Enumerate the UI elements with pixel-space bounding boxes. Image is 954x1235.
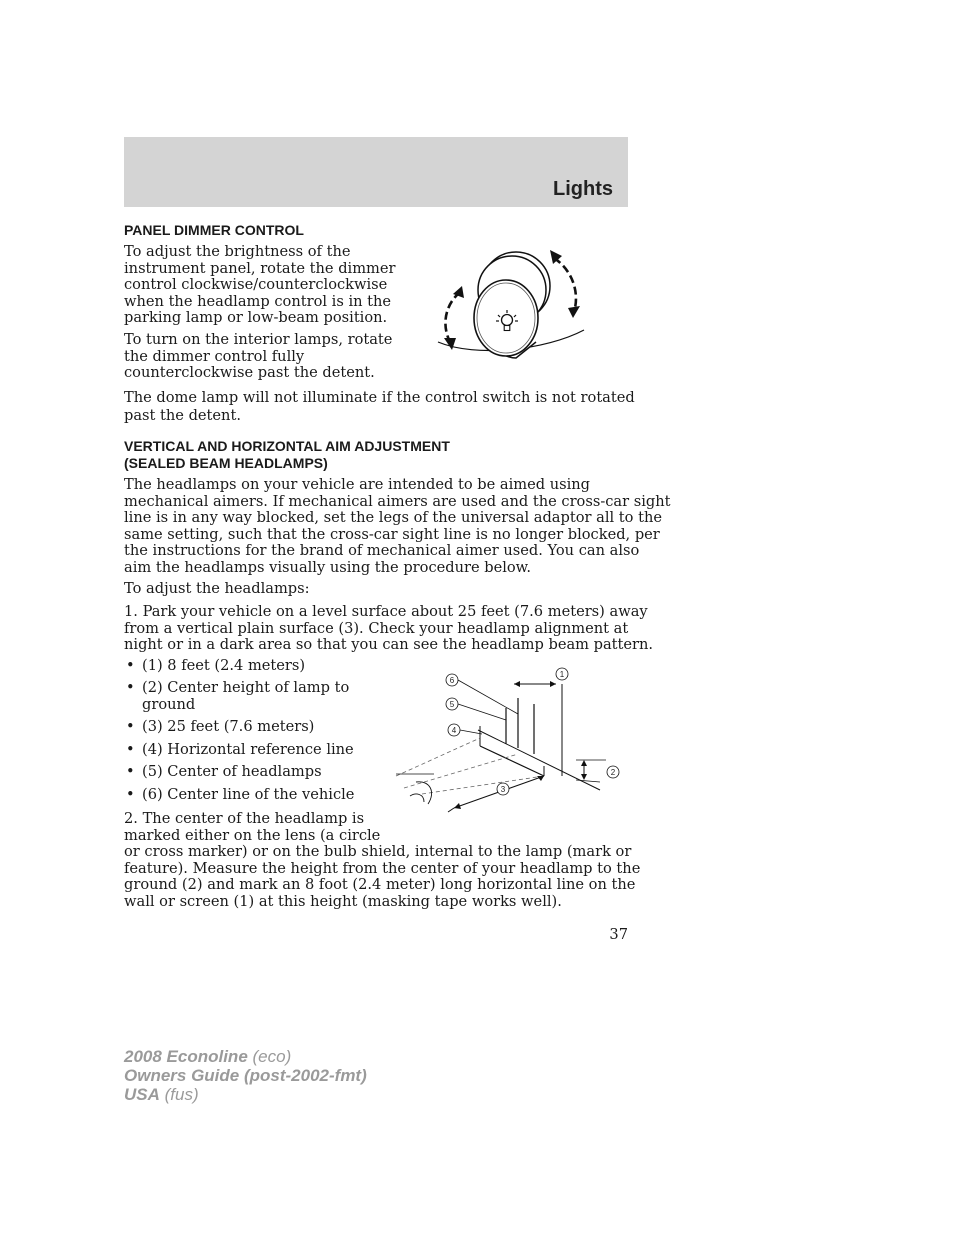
paragraph-interior-lamps: To turn on the interior lamps, rotate the dimmer control fully counterclockwise past the detent. [124, 331, 393, 382]
footer-line-guide: Owners Guide (post-2002-fmt) [124, 1066, 367, 1085]
callout-6 [446, 674, 458, 686]
callout-1 [556, 668, 568, 680]
list-item: • (1) 8 feet (2.4 meters) [126, 657, 306, 674]
callout-5 [446, 698, 458, 710]
dimmer-control-illustration [436, 246, 586, 360]
paragraph-mechanical-aimers: The headlamps on your vehicle are intended to be aimed using mechanical aimers. If mechanical aimers are used and the cross-car sight line is in any way blocked, set the legs of the universal adaptor all to the same setting, such that the cross-car sight line is no longer blocked, per the instructions for the brand of mechanical aimer used. You can also aim the headlamps visually using the procedure below. [124, 476, 671, 576]
svg-text:6: 6 [449, 676, 455, 685]
svg-text:1: 1 [559, 670, 565, 679]
svg-text:4: 4 [451, 726, 457, 735]
page-number: 37 [609, 926, 628, 943]
paragraph-dimmer-brightness: To adjust the brightness of the instrument panel, rotate the dimmer control clockwise/counterclockwise when the headlamp control is in the parking lamp or low-beam position. [124, 243, 396, 327]
paragraph-step-2: 2. The center of the headlamp is marked either on the lens (a circle or cross marker) or on the bulb shield, internal to the lamp (mark or feature). Measure the height from the center of your headlamp to the ground (2) and mark an 8 foot (2.4 meter) long horizontal line on the wall or screen (1) at this height (masking tape works well). [124, 810, 641, 910]
section-title: Lights [553, 178, 613, 200]
callout-2 [607, 766, 619, 778]
rotate-clockwise-arrow-icon [550, 250, 580, 318]
paragraph-step-1: 1. Park your vehicle on a level surface about 25 feet (7.6 meters) away from a vertical plain surface (3). Check your headlamp alignment at night or in a dark area so that you can see the headlamp beam pattern. [124, 603, 654, 654]
list-item: • (3) 25 feet (7.6 meters) [126, 718, 315, 736]
list-item: • (6) Center line of the vehicle [126, 785, 355, 803]
rotate-counterclockwise-arrow-icon [444, 286, 464, 350]
heading-panel-dimmer-control: PANEL DIMMER CONTROL [124, 222, 304, 238]
footer-line-market: USA (fus) [124, 1085, 199, 1104]
svg-text:3: 3 [500, 785, 506, 794]
legend-list [124, 658, 384, 809]
list-item: • (2) Center height of lamp to ground [126, 679, 350, 713]
headlamp-aim-diagram [394, 664, 624, 830]
list-item: • (5) Center of headlamps [126, 763, 322, 781]
heading-aim-adjustment: VERTICAL AND HORIZONTAL AIM ADJUSTMENT (SEALED BEAM HEADLAMPS) [124, 438, 450, 471]
svg-text:2: 2 [610, 768, 616, 777]
list-item: • (4) Horizontal reference line [126, 740, 354, 758]
callout-4 [448, 724, 460, 736]
section-header-band [124, 137, 628, 207]
callout-3 [497, 783, 509, 795]
footer-document-info [124, 1047, 367, 1104]
svg-text:5: 5 [449, 700, 455, 709]
footer-line-model: 2008 Econoline (eco) [124, 1047, 292, 1066]
dimmer-knob [474, 252, 550, 358]
paragraph-to-adjust: To adjust the headlamps: [124, 580, 310, 597]
paragraph-dome-lamp: The dome lamp will not illuminate if the control switch is not rotated past the detent. [124, 389, 635, 424]
